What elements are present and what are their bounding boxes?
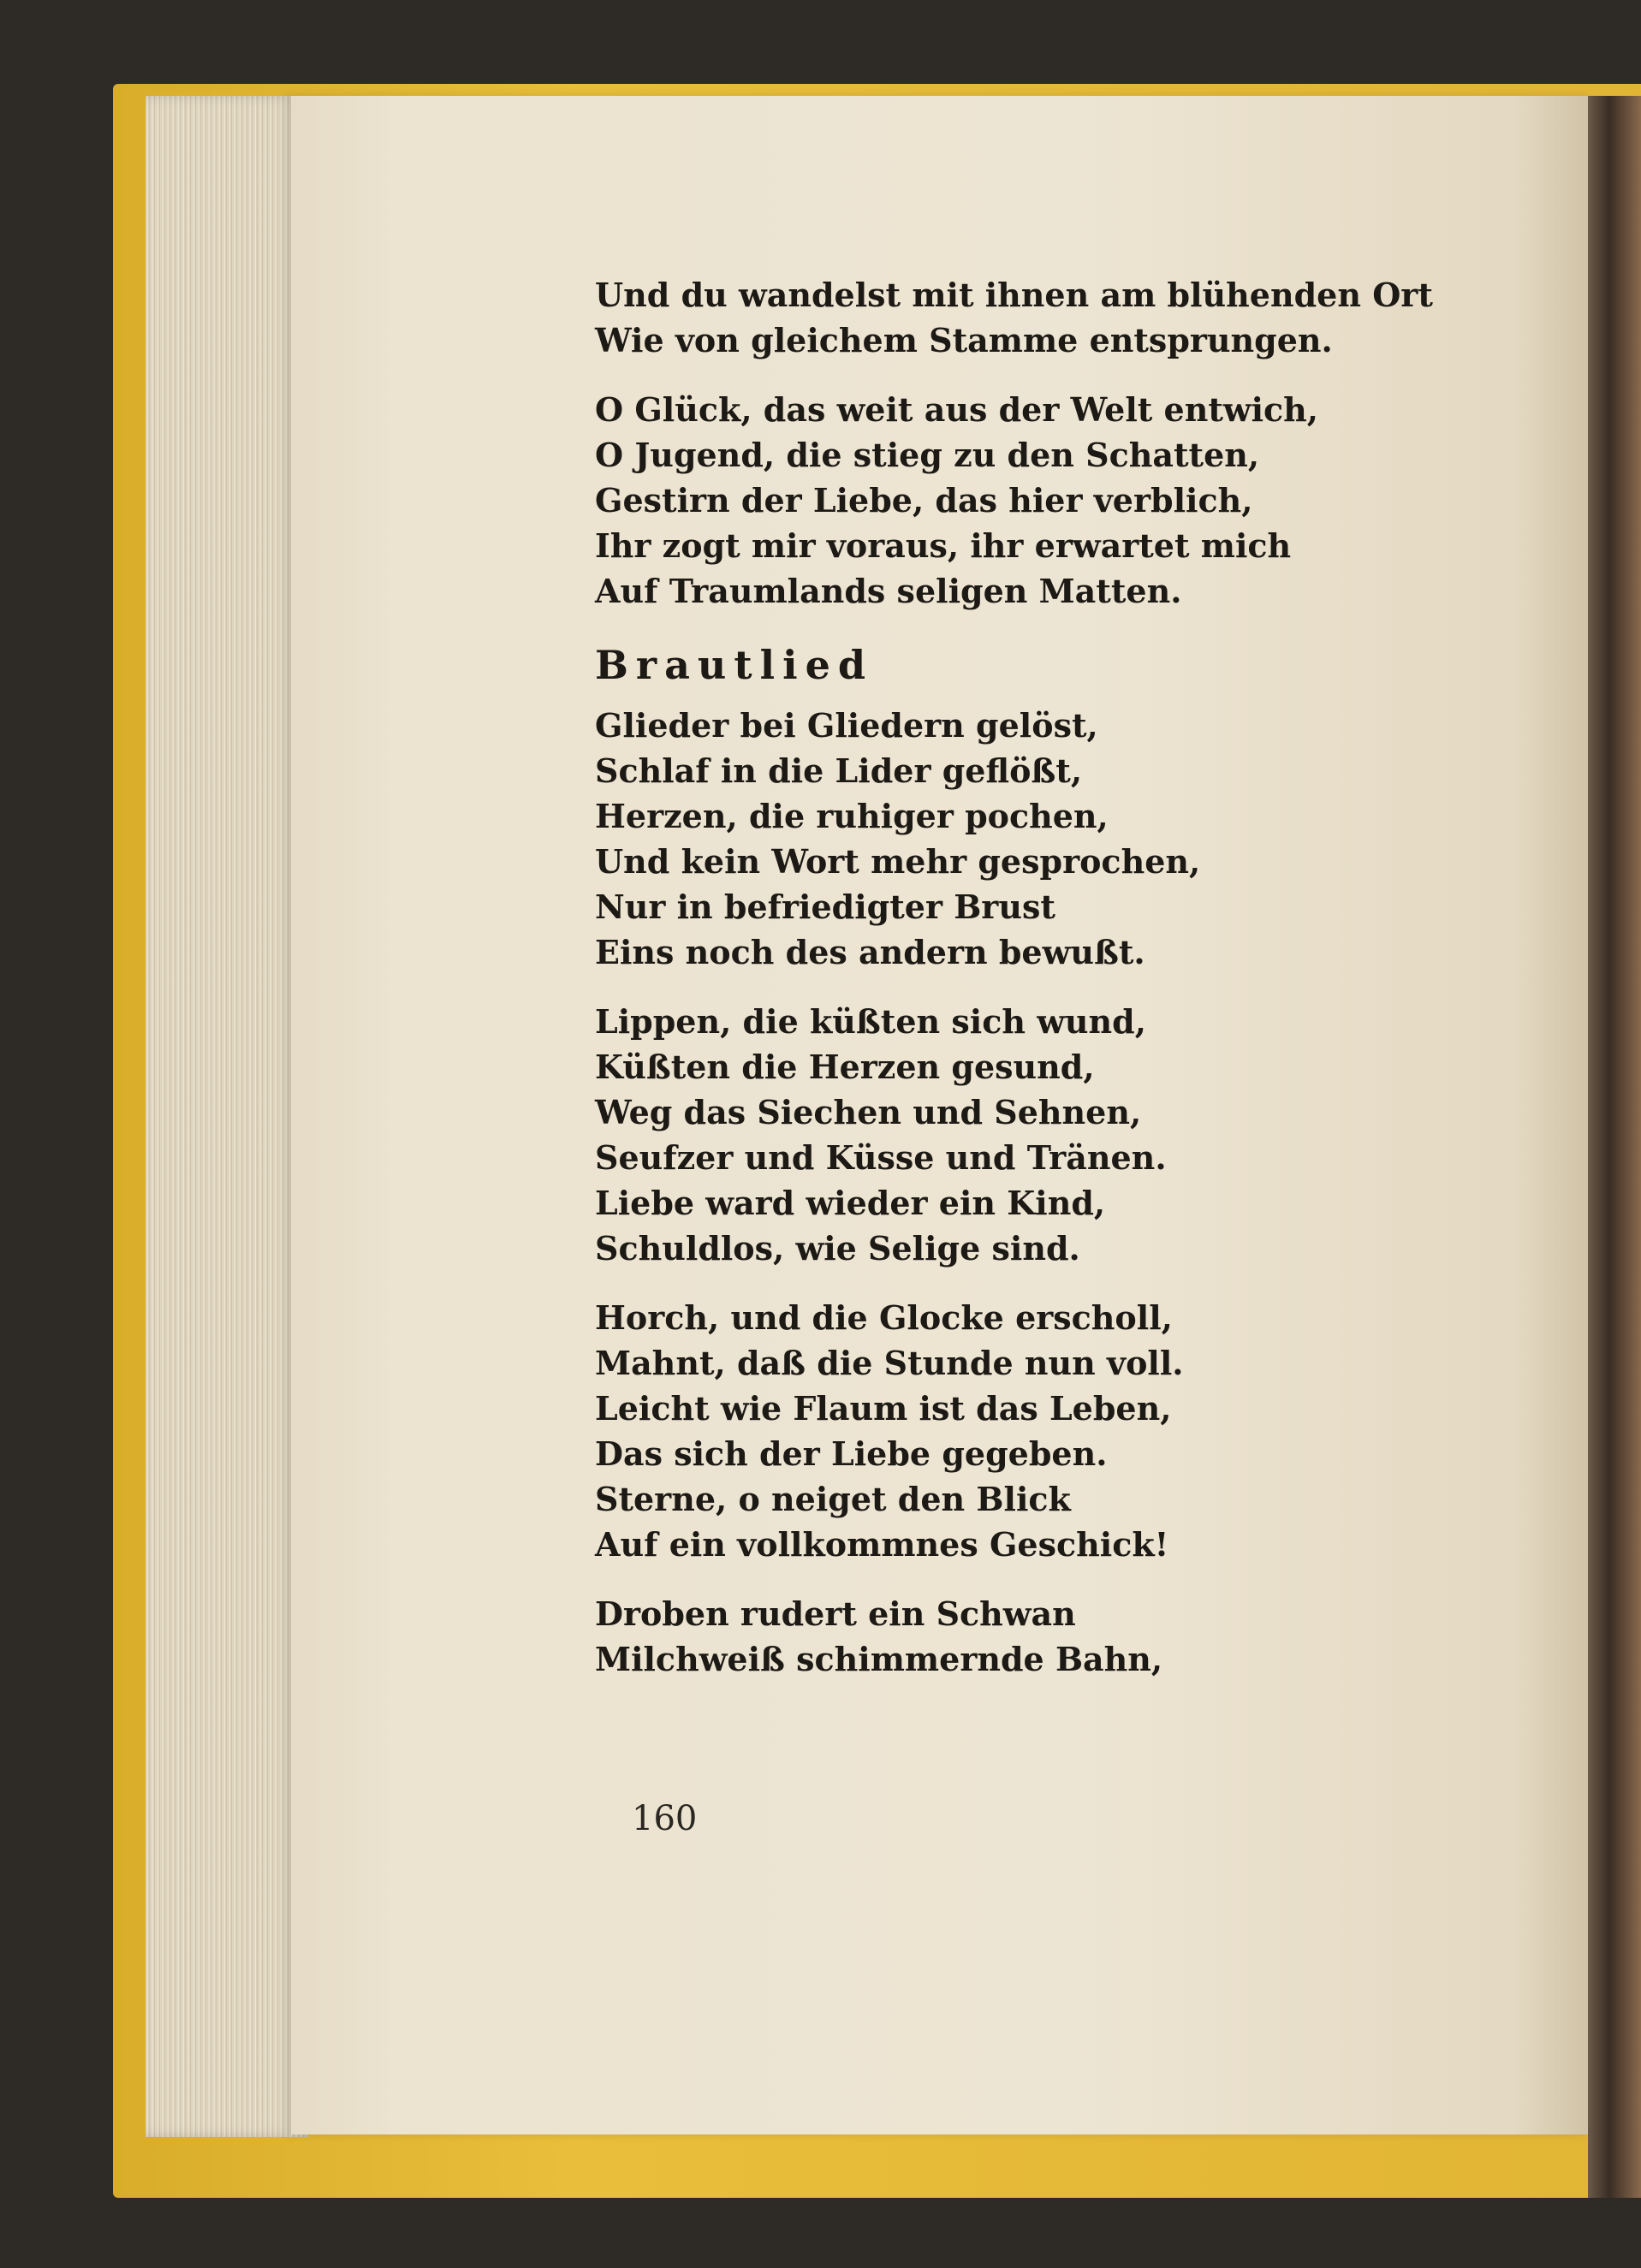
verse-line: Liebe ward wieder ein Kind, [595, 1184, 1106, 1222]
verse-line: Horch, und die Glocke erscholl, [595, 1298, 1173, 1337]
stanza [595, 1591, 1246, 1682]
poem-text [595, 272, 1433, 1706]
verse-line: Schuldlos, wie Selige sind. [595, 1229, 1080, 1268]
stanza [595, 387, 1319, 614]
page-edges [146, 96, 308, 2137]
verse-line: Auf ein vollkommnes Geschick! [595, 1525, 1169, 1564]
verse-line: O Glück, das weit aus der Welt entwich, [595, 390, 1319, 429]
verse-line: Milchweiß schimmernde Bahn, [595, 1640, 1163, 1678]
verse-line: Mahnt, daß die Stunde nun voll. [595, 1344, 1184, 1382]
book-spine-gutter [1588, 96, 1641, 2198]
verse-line: Und kein Wort mehr gesprochen, [595, 842, 1201, 881]
poem-title: Brautlied [595, 642, 873, 688]
verse-line: Schlaf in die Lider geflößt, [595, 751, 1083, 790]
stanza-continued [595, 272, 1433, 363]
verse-line: Eins noch des andern bewußt. [595, 933, 1145, 971]
verse-line: Lippen, die küßten sich wund, [595, 1002, 1146, 1041]
verse-line: Seufzer und Küsse und Tränen. [595, 1138, 1167, 1177]
verse-line: Nur in befriedigter Brust [595, 888, 1055, 926]
verse-line: Sterne, o neiget den Blick [595, 1480, 1071, 1518]
verse-line: Gestirn der Liebe, das hier verblich, [595, 481, 1253, 520]
stanza [595, 703, 1246, 975]
page-number: 160 [632, 1799, 698, 1838]
stanza [595, 1295, 1246, 1567]
verse-line: Weg das Siechen und Sehnen, [595, 1093, 1142, 1131]
verse-line: Leicht wie Flaum ist das Leben, [595, 1389, 1172, 1428]
verse-line: Glieder bei Gliedern gelöst, [595, 706, 1098, 745]
verse-line: Küßten die Herzen gesund, [595, 1048, 1095, 1086]
verse-line: O Jugend, die stieg zu den Schatten, [595, 436, 1260, 474]
verse-line: Ihr zogt mir voraus, ihr erwartet mich [595, 526, 1292, 565]
verse-line: Wie von gleichem Stamme entsprungen. [595, 321, 1333, 359]
verse-line: Auf Traumlands seligen Matten. [595, 572, 1182, 610]
verse-line: Und du wandelst mit ihnen am blühenden Ort [595, 276, 1433, 314]
verse-line: Das sich der Liebe gegeben. [595, 1434, 1108, 1473]
stanza [595, 999, 1246, 1271]
verse-line: Herzen, die ruhiger pochen, [595, 797, 1109, 835]
verse-line: Droben rudert ein Schwan [595, 1594, 1076, 1633]
